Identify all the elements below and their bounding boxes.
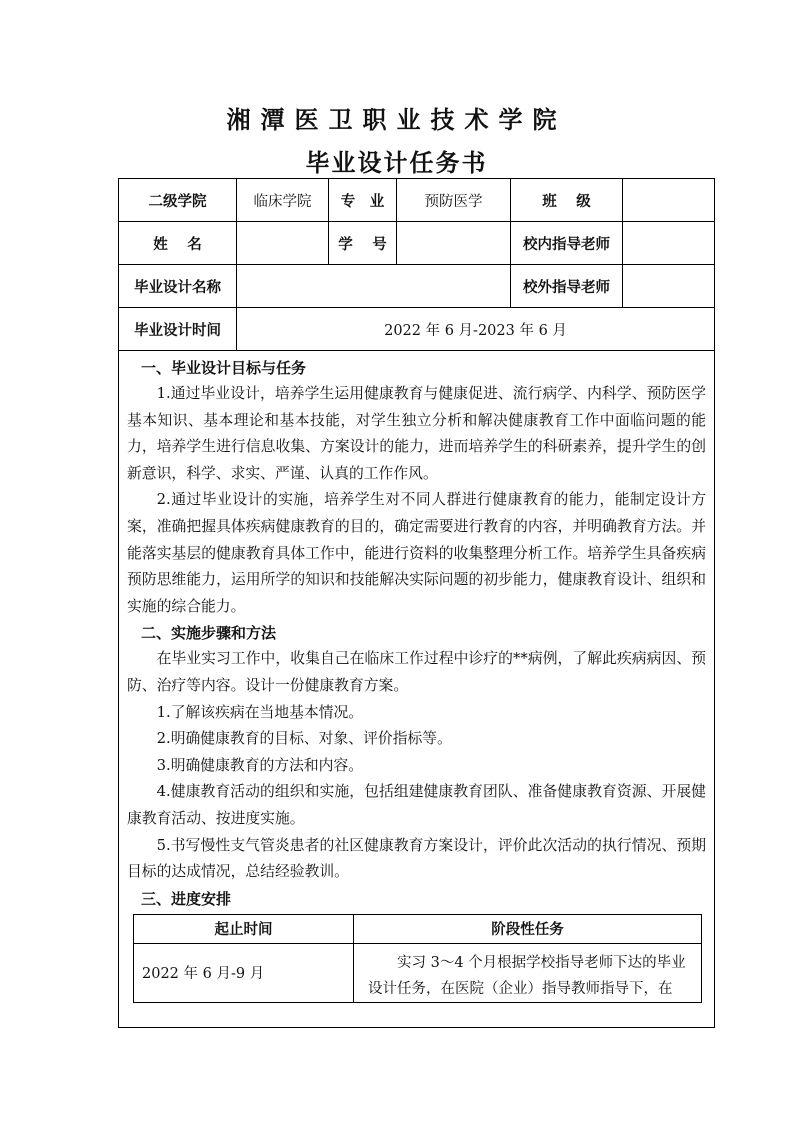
class-label: 班 级 <box>511 179 623 222</box>
school-name: 湘潭医卫职业技术学院 <box>226 106 567 134</box>
task-form-table <box>118 178 715 1028</box>
name-value <box>237 222 329 265</box>
college-label: 二级学院 <box>119 179 237 222</box>
schedule-row <box>134 943 702 1002</box>
section-2-item-5: 5.书写慢性支气管炎患者的社区健康教育方案设计，评价此次活动的执行情况、预期目标的达成情况，总结经验教训。 <box>127 836 706 881</box>
info-row-name <box>119 222 715 265</box>
inner-advisor-value <box>623 222 715 265</box>
section-2-intro: 在毕业实习工作中，收集自己在临床工作过程中诊疗的**病例，了解此疾病病因、预防、治疗等内容。设计一份健康教育方案。 <box>127 650 706 694</box>
section-3-title: 三、进度安排 <box>141 889 232 908</box>
student-id-value <box>397 222 511 265</box>
info-row-design-time <box>119 308 715 351</box>
schedule-row-task: 实习 3～4 个月根据学校指导老师下达的毕业设计任务，在医院（企业）指导教师指导下，在 <box>354 943 702 1002</box>
content-row <box>119 351 715 1028</box>
section-1-paragraph-1: 1.通过毕业设计，培养学生运用健康教育与健康促进、流行病学、内科学、预防医学基本知识、基本理论和基本技能，对学生独立分析和解决健康教育工作中面临问题的能力，培养学生进行信息收集、方案设计的能力，进而培养学生的科研素养，提升学生的创新意识，科学、求实、严谨、认真的工作作风。 <box>127 385 706 482</box>
section-2-title: 二、实施步骤和方法 <box>141 624 277 643</box>
section-2-item-3: 3.明确健康教育的方法和内容。 <box>156 756 364 774</box>
info-row-design-name <box>119 265 715 308</box>
document-title: 毕业设计任务书 <box>305 149 488 177</box>
info-row-college <box>119 179 715 222</box>
major-label: 专 业 <box>329 179 397 222</box>
schedule-col-time: 起止时间 <box>134 914 354 943</box>
inner-advisor-label: 校内指导老师 <box>511 222 623 265</box>
section-2-item-2: 2.明确健康教育的目标、对象、评价指标等。 <box>156 730 452 748</box>
student-id-label: 学 号 <box>329 222 397 265</box>
schedule-table <box>133 914 702 1003</box>
schedule-col-task: 阶段性任务 <box>354 914 702 943</box>
section-1-title: 一、毕业设计目标与任务 <box>141 359 307 377</box>
design-name-value <box>237 265 511 308</box>
section-1-paragraph-2: 2.通过毕业设计的实施，培养学生对不同人群进行健康教育的能力，能制定设计方案，准确把握具体疾病健康教育的目的，确定需要进行教育的内容，并明确教育方法。并能落实基层的健康教育具体工作中，能进行资料的收集整理分析工作。培养学生具备疾病预防思维能力，运用所学的知识和技能解决实际问题的初步能力，健康教育设计、组织和实施的综合能力。 <box>127 491 706 615</box>
section-2-item-4: 4.健康教育活动的组织和实施，包括组建健康教育团队、准备健康教育资源、开展健康教育活动、按进度实施。 <box>127 783 706 827</box>
major-value: 预防医学 <box>397 179 511 222</box>
college-value: 临床学院 <box>237 179 329 222</box>
schedule-header-row <box>134 914 702 943</box>
design-name-label: 毕业设计名称 <box>119 265 237 308</box>
design-time-value: 2022 年 6 月-2023 年 6 月 <box>237 308 715 351</box>
schedule-row-time: 2022 年 6 月-9 月 <box>134 943 354 1002</box>
task-content <box>119 351 715 1028</box>
class-value <box>623 179 715 222</box>
outer-advisor-label: 校外指导老师 <box>511 265 623 308</box>
section-2-item-1: 1.了解该疾病在当地基本情况。 <box>156 703 364 721</box>
outer-advisor-value <box>623 265 715 308</box>
name-label: 姓 名 <box>119 222 237 265</box>
design-time-label: 毕业设计时间 <box>119 308 237 351</box>
